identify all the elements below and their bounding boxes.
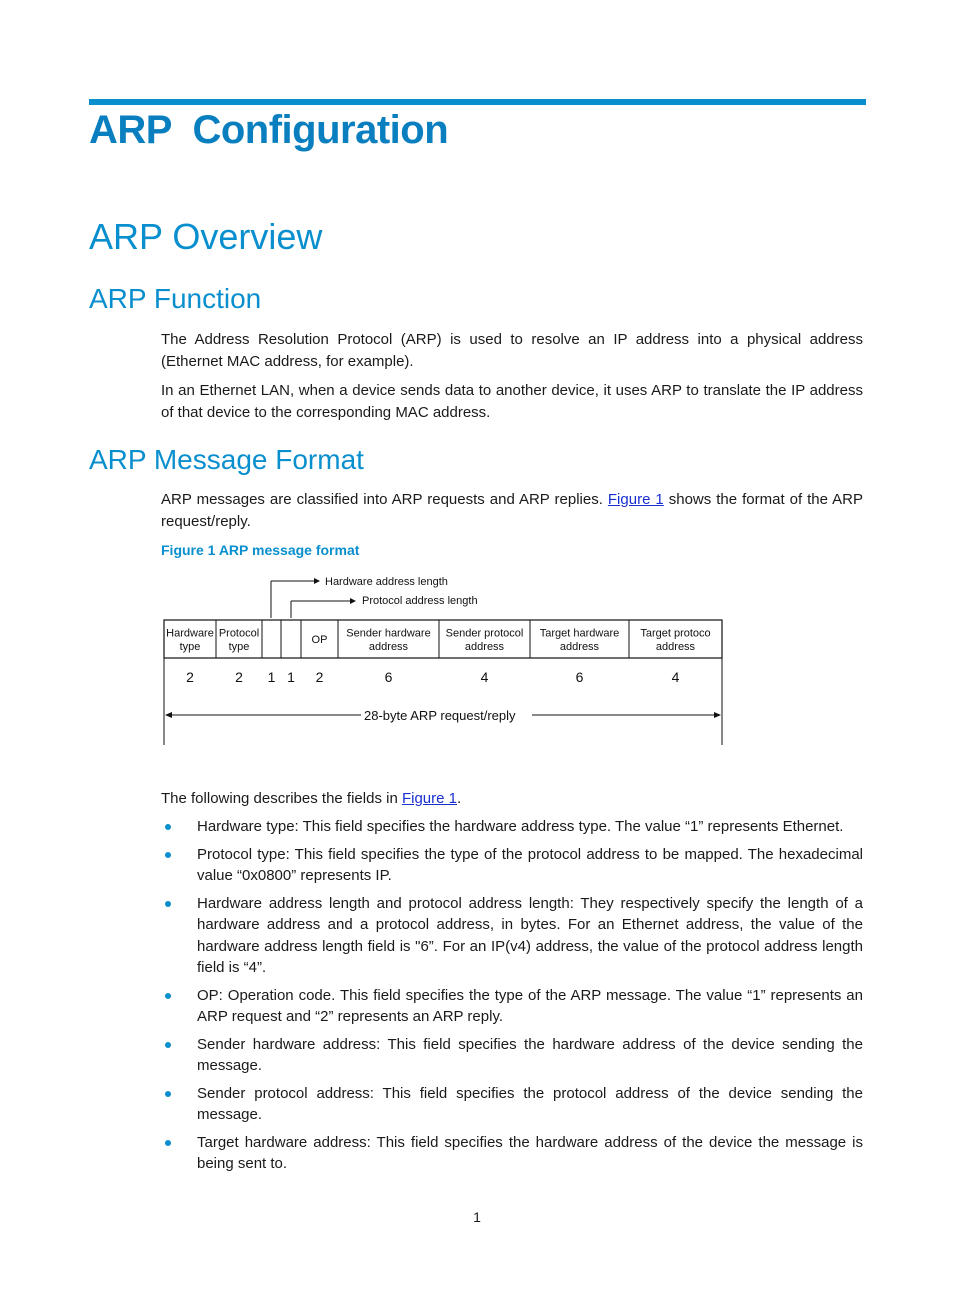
bullet-icon bbox=[165, 1091, 171, 1097]
field-label: address bbox=[559, 640, 600, 653]
arp-message-format-figure bbox=[158, 568, 728, 753]
figure-1-link[interactable]: Figure 1 bbox=[401, 790, 457, 807]
bullet-icon bbox=[165, 993, 171, 999]
list-item bbox=[161, 844, 863, 887]
bullet-icon bbox=[165, 1042, 171, 1048]
list-item bbox=[161, 1132, 863, 1175]
arrowhead bbox=[314, 578, 320, 584]
list-item-text: Sender protocol address: This field specifies the protocol address of the device sending the message. bbox=[197, 1084, 863, 1123]
field-label: Hardware bbox=[166, 627, 214, 640]
list-item-text: OP: Operation code. This field specifies the type of the ARP message. The value “1” represents an ARP request and “2” represents an ARP reply. bbox=[197, 986, 863, 1025]
figure-caption: Figure 1 ARP message format bbox=[161, 542, 360, 558]
field-label: type bbox=[228, 640, 250, 653]
bullet-icon bbox=[165, 824, 171, 830]
field-size: 2 bbox=[235, 669, 243, 685]
field-label: address bbox=[655, 640, 696, 653]
field-size: 6 bbox=[575, 669, 584, 685]
list-item bbox=[161, 893, 863, 979]
describe-text: The following describes the fields in bbox=[161, 790, 402, 807]
list-item-text: Protocol type: This field specifies the type of the protocol address to be mapped. The hexadecimal value “0x0800” represents IP. bbox=[197, 845, 863, 884]
field-size: 2 bbox=[186, 669, 194, 685]
field-label: Sender protocol bbox=[445, 627, 524, 640]
describe-text-end: . bbox=[457, 790, 462, 807]
section-title: ARP Overview bbox=[89, 216, 323, 257]
subsection-title-format: ARP Message Format bbox=[89, 444, 364, 475]
field-label: Sender hardware bbox=[346, 627, 431, 640]
list-item bbox=[161, 1083, 863, 1126]
hw-len-label: Hardware address length bbox=[325, 576, 448, 588]
page-number: 1 bbox=[473, 1209, 481, 1225]
field-label: Target hardware bbox=[539, 627, 620, 640]
field-label: OP bbox=[311, 634, 328, 646]
paragraph: The Address Resolution Protocol (ARP) is used to resolve an IP address into a physical address (Ethernet MAC address, for example). bbox=[161, 331, 863, 370]
list-item-text: Sender hardware address: This field specifies the hardware address of the device sending the message. bbox=[197, 1035, 863, 1074]
field-label: type bbox=[179, 640, 201, 653]
span-arrow-left bbox=[165, 712, 172, 718]
intro-text: ARP messages are classified into ARP requests and ARP replies. bbox=[161, 491, 608, 508]
field-description-list bbox=[161, 816, 863, 1181]
intro-text-end: shows the format of the ARP request/reply. bbox=[161, 491, 863, 530]
field-size: 1 bbox=[287, 669, 295, 685]
bullet-icon bbox=[165, 1140, 171, 1146]
list-item-text: Hardware address length and protocol address length: They respectively specify the length of a hardware address and a protocol address, in bytes. For an Ethernet address, the value of the hardware address length field is "6”. For an IP(v4) address, the value of the protocol address length field is “4”. bbox=[197, 894, 863, 976]
total-length-label: 28-byte ARP request/reply bbox=[364, 708, 516, 723]
field-size: 4 bbox=[671, 669, 680, 685]
proto-len-label: Protocol address length bbox=[362, 595, 478, 607]
list-item-text: Hardware type: This field specifies the hardware address type. The value “1” represents Ethernet. bbox=[197, 818, 844, 835]
list-item bbox=[161, 985, 863, 1028]
paragraph-intro bbox=[161, 489, 863, 532]
paragraph-describe bbox=[161, 788, 863, 810]
bullet-icon bbox=[165, 901, 171, 907]
arrowhead bbox=[350, 598, 356, 604]
field-size: 6 bbox=[384, 669, 393, 685]
list-item bbox=[161, 1034, 863, 1077]
figure-1-link[interactable]: Figure 1 bbox=[607, 491, 664, 508]
span-arrow-right bbox=[714, 712, 721, 718]
list-item-text: Target hardware address: This field specifies the hardware address of the device the message is being sent to. bbox=[197, 1133, 863, 1172]
field-label: address bbox=[368, 640, 409, 653]
chapter-rule bbox=[89, 99, 866, 105]
subsection-title-function: ARP Function bbox=[89, 283, 262, 314]
chapter-title: ARP Configuration bbox=[89, 108, 449, 152]
field-label: address bbox=[464, 640, 505, 653]
field-size: 2 bbox=[315, 669, 324, 685]
list-item bbox=[161, 816, 863, 838]
field-label: Target protoco bbox=[640, 627, 711, 640]
field-size: 1 bbox=[267, 669, 276, 685]
field-size: 4 bbox=[480, 669, 489, 685]
paragraph: In an Ethernet LAN, when a device sends data to another device, it uses ARP to translate the IP address of that device to the corresponding MAC address. bbox=[161, 382, 863, 421]
bullet-icon bbox=[165, 852, 171, 858]
field-label: Protocol bbox=[218, 627, 260, 640]
